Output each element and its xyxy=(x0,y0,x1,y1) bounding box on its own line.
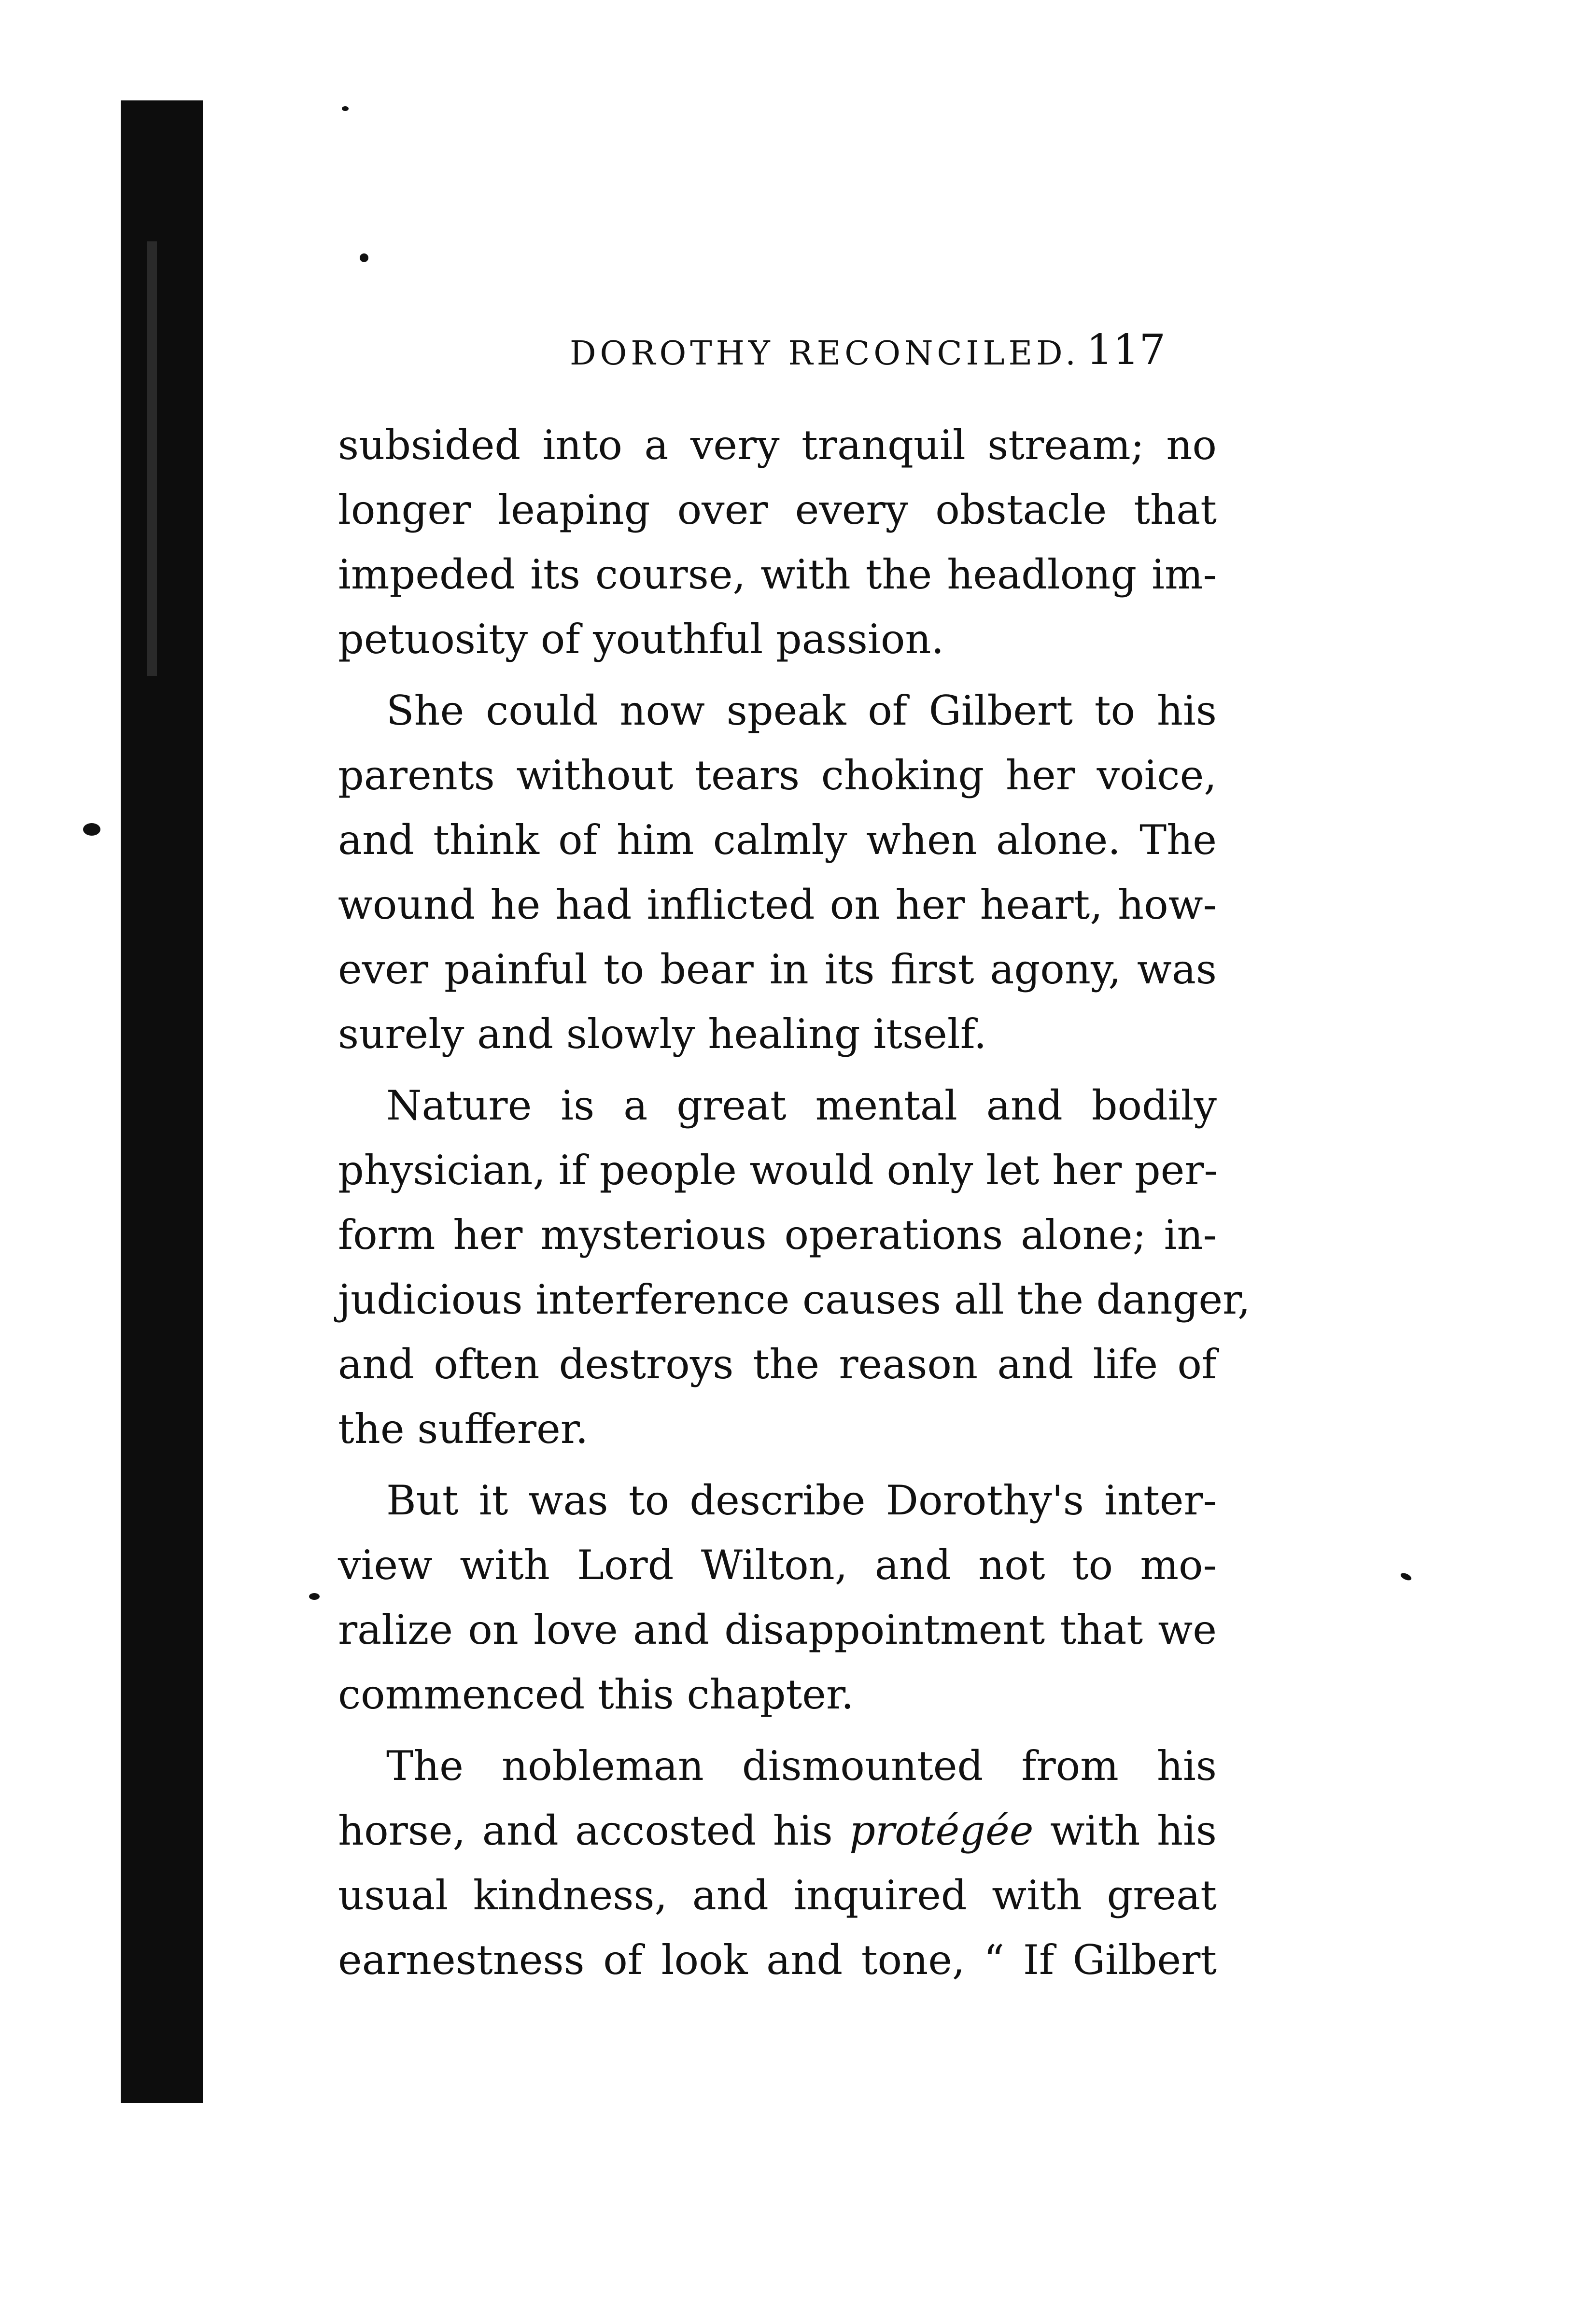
ink-speck xyxy=(360,253,368,262)
text-line: wound he had inflicted on her heart, how- xyxy=(338,881,1217,928)
text-line: But it was to describe Dorothy's inter- xyxy=(386,1477,1217,1524)
ink-speck xyxy=(1400,1571,1413,1582)
text-line: The nobleman dismounted from his xyxy=(386,1742,1217,1790)
page-number: 117 xyxy=(1086,326,1166,374)
ink-speck xyxy=(309,1593,320,1600)
running-title: DOROTHY RECONCILED. xyxy=(570,335,1080,373)
paragraph-1 xyxy=(338,413,1217,672)
text-line: petuosity of youthful passion. xyxy=(338,616,944,663)
paragraph-4 xyxy=(338,1468,1217,1727)
text-line: longer leaping over every obstacle that xyxy=(338,486,1217,533)
ink-speck xyxy=(342,106,349,111)
binding-edge xyxy=(147,241,157,676)
text-line: subsided into a very tranquil stream; no xyxy=(338,421,1217,469)
text-line: ever painful to bear in its first agony, was xyxy=(338,946,1217,993)
text-line: ralize on love and disappointment that we xyxy=(338,1606,1217,1653)
text-line: view with Lord Wilton, and not to mo- xyxy=(338,1541,1217,1589)
text-line xyxy=(338,1798,1217,1863)
text-line: physician, if people would only let her per- xyxy=(338,1147,1218,1194)
text-line: and think of him calmly when alone. The xyxy=(338,816,1217,864)
text-line: earnestness of look and tone, “ If Gilbert xyxy=(338,1936,1217,1984)
ink-speck xyxy=(83,823,100,836)
paragraph-2 xyxy=(338,678,1217,1066)
italic-word: protégée xyxy=(849,1807,1034,1854)
binding-shadow xyxy=(121,100,203,2103)
text-line: She could now speak of Gilbert to his xyxy=(386,687,1217,734)
body-text xyxy=(338,413,1251,1992)
text-line: form her mysterious operations alone; in- xyxy=(338,1211,1217,1259)
text-line: surely and slowly healing itself. xyxy=(338,1010,987,1058)
running-header xyxy=(526,326,1251,379)
text-line: and often destroys the reason and life of xyxy=(338,1341,1217,1388)
text-line: the sufferer. xyxy=(338,1405,589,1453)
text-line: judicious interference causes all the danger, xyxy=(338,1276,1251,1323)
text-line: Nature is a great mental and bodily xyxy=(386,1082,1217,1129)
text-line: impeded its course, with the headlong im- xyxy=(338,551,1217,598)
text-segment: horse, and accosted his xyxy=(338,1807,833,1854)
text-segment: with his xyxy=(1050,1807,1217,1854)
text-line: parents without tears choking her voice, xyxy=(338,752,1217,799)
text-line: usual kindness, and inquired with great xyxy=(338,1872,1217,1919)
paragraph-5 xyxy=(338,1734,1217,1992)
paragraph-3 xyxy=(338,1073,1251,1461)
text-line: commenced this chapter. xyxy=(338,1671,854,1718)
